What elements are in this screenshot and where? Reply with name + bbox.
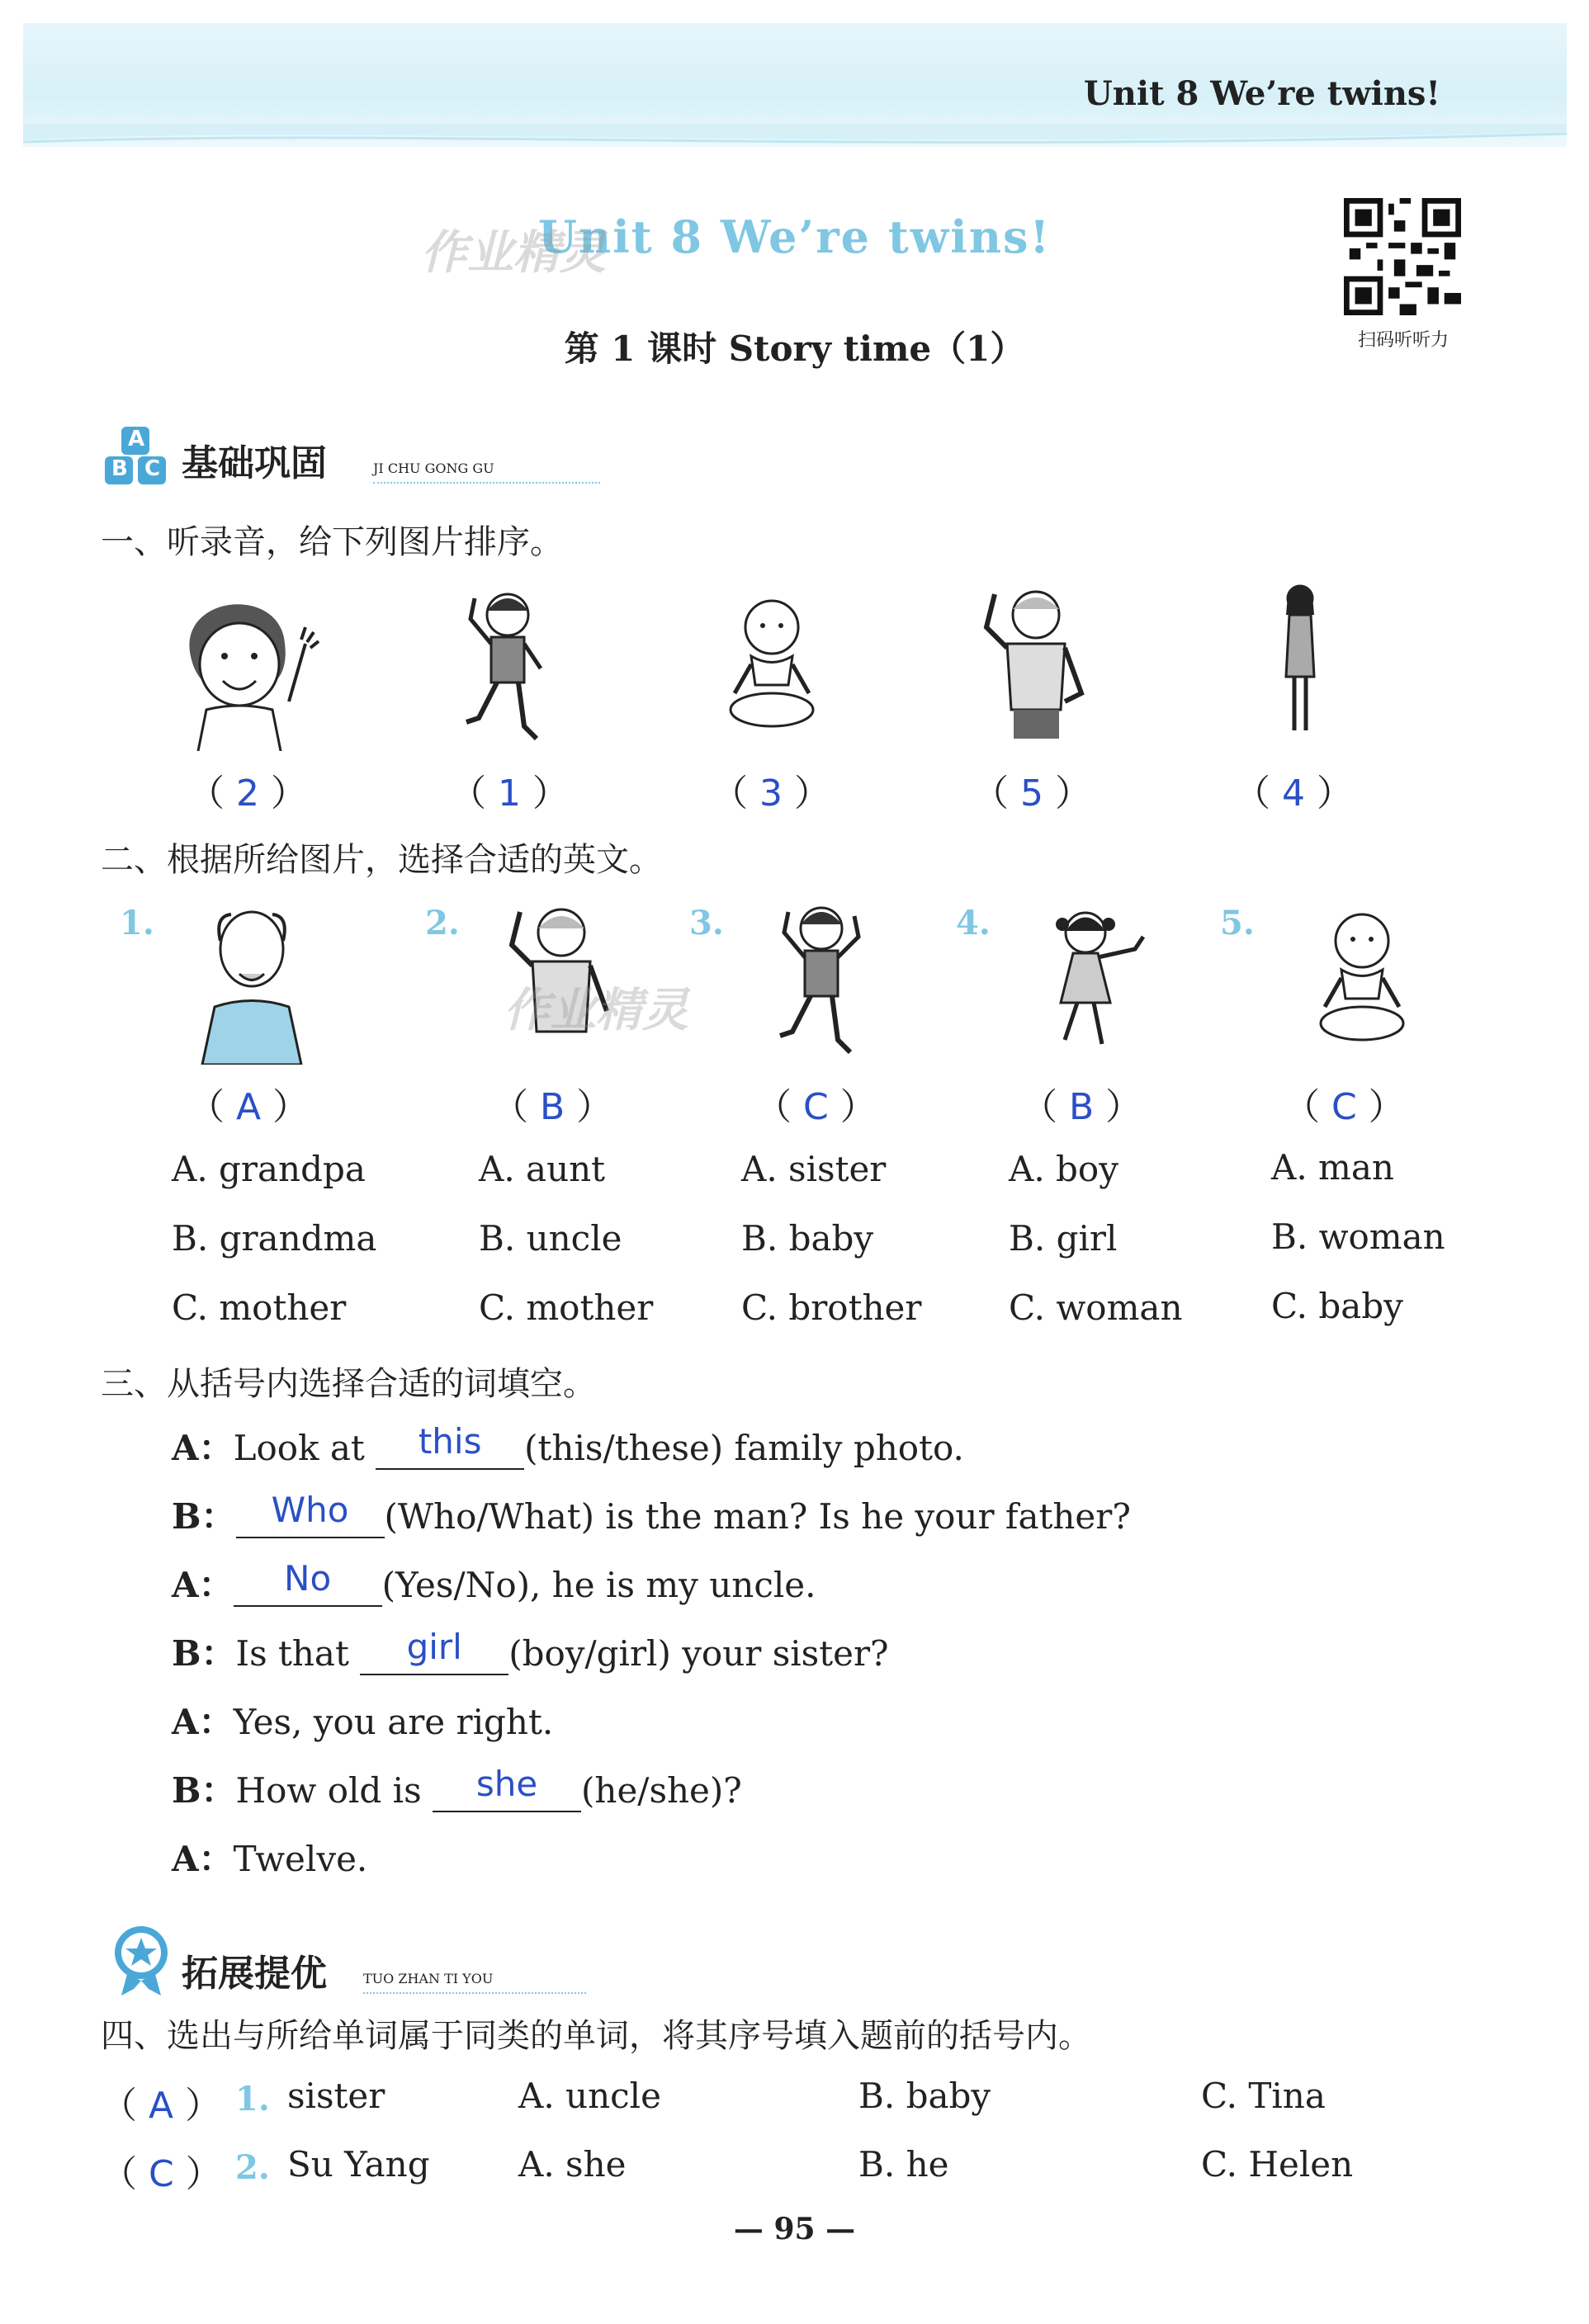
q3-answer-4: girl bbox=[406, 1627, 462, 1667]
block-letter-b: B bbox=[111, 456, 128, 481]
q2-1-option-b[interactable]: B. grandma bbox=[172, 1218, 377, 1259]
q2-answer-2: B bbox=[540, 1086, 565, 1128]
q3-blank-3[interactable] bbox=[234, 1558, 382, 1607]
girl-standing-picture bbox=[1213, 578, 1387, 751]
q1-answer-bracket-3[interactable]: （ 3 ） bbox=[712, 772, 830, 815]
q2-answer-4: B bbox=[1069, 1086, 1095, 1128]
q1-prompt: 一、听录音，给下列图片排序。 bbox=[101, 523, 563, 561]
q2-2-option-a[interactable]: A. aunt bbox=[479, 1149, 606, 1189]
q4-1-option-c[interactable]: C. Tina bbox=[1201, 2076, 1326, 2116]
q3-prompt: 三、从括号内选择合适的词填空。 bbox=[101, 1365, 596, 1403]
speaker-a: A： bbox=[172, 1702, 234, 1742]
q1-answer-1: 2 bbox=[236, 772, 259, 815]
q3-line-7-text: Twelve. bbox=[233, 1839, 368, 1879]
q2-prompt: 二、根据所给图片，选择合适的英文。 bbox=[101, 841, 662, 879]
q2-5-option-a[interactable]: A. man bbox=[1271, 1147, 1394, 1188]
speaker-a: A： bbox=[172, 1565, 234, 1605]
baby-sitting-picture bbox=[685, 578, 858, 751]
q3-line-6 bbox=[172, 1764, 742, 1813]
q1-answer-3: 3 bbox=[759, 772, 783, 815]
section-basic-underline bbox=[373, 482, 600, 484]
q4-2-option-b[interactable]: B. he bbox=[858, 2144, 949, 2185]
q2-3-option-a[interactable]: A. sister bbox=[741, 1149, 887, 1189]
speaker-b: B： bbox=[172, 1496, 236, 1537]
q4-number-2: 2. bbox=[235, 2148, 270, 2187]
q1-answer-4: 5 bbox=[1020, 772, 1043, 815]
q3-line-3-rest: (Yes/No), he is my uncle. bbox=[381, 1565, 816, 1605]
qr-code-icon[interactable] bbox=[1344, 198, 1461, 315]
q2-1-option-a[interactable]: A. grandpa bbox=[172, 1149, 366, 1189]
q4-answer-2: C bbox=[149, 2153, 174, 2195]
q1-answer-bracket-4[interactable]: （ 5 ） bbox=[972, 772, 1091, 815]
medal-star-icon bbox=[109, 1923, 173, 1997]
speaker-a: A： bbox=[172, 1839, 234, 1879]
q4-1-option-b[interactable]: B. baby bbox=[858, 2076, 991, 2116]
q4-number-1: 1. bbox=[235, 2080, 270, 2119]
qr-label: 扫码听听力 bbox=[1357, 330, 1449, 351]
q4-1-option-a[interactable]: A. uncle bbox=[518, 2076, 661, 2116]
q3-answer-2: Who bbox=[271, 1490, 349, 1530]
grandpa-picture bbox=[169, 891, 343, 1065]
q1-answer-bracket-5[interactable]: （ 4 ） bbox=[1234, 772, 1353, 815]
q2-answer-bracket-3[interactable]: （ C ） bbox=[755, 1086, 877, 1128]
q2-4-option-b[interactable]: B. girl bbox=[1009, 1218, 1118, 1259]
q2-2-option-c[interactable]: C. mother bbox=[479, 1287, 654, 1328]
q4-2-option-a[interactable]: A. she bbox=[518, 2144, 627, 2185]
block-letter-a: A bbox=[128, 427, 145, 451]
q1-answer-5: 4 bbox=[1282, 772, 1305, 815]
page-title: Unit 8 We’re twins! bbox=[537, 210, 1052, 263]
lesson-subtitle: 第 1 课时 Story time（1） bbox=[564, 328, 1025, 369]
q2-3-option-b[interactable]: B. baby bbox=[741, 1218, 874, 1259]
q3-line-4-rest: (boy/girl) your sister? bbox=[508, 1633, 889, 1674]
q2-answer-3: C bbox=[803, 1086, 829, 1128]
q1-answer-2: 1 bbox=[498, 772, 521, 815]
q2-number-3: 3. bbox=[689, 904, 724, 942]
q2-answer-1: A bbox=[236, 1086, 262, 1128]
q2-4-option-c[interactable]: C. woman bbox=[1009, 1287, 1183, 1328]
q3-line-4-text: Is that bbox=[235, 1633, 361, 1674]
watermark-top: 作业精灵 bbox=[421, 226, 606, 280]
q3-line-6-text: How old is bbox=[235, 1770, 433, 1811]
brother-picture bbox=[735, 891, 908, 1065]
q2-answer-bracket-1[interactable]: （ A ） bbox=[188, 1086, 310, 1128]
q2-number-1: 1. bbox=[120, 904, 154, 942]
q3-line-3 bbox=[172, 1558, 816, 1608]
q3-line-1-text: Look at bbox=[233, 1428, 376, 1468]
q3-line-6-rest: (he/she)? bbox=[581, 1770, 742, 1811]
header-unit-title: Unit 8 We’re twins! bbox=[1083, 74, 1440, 113]
woman-waving-picture bbox=[157, 578, 330, 751]
q3-line-5-text: Yes, you are right. bbox=[233, 1702, 554, 1742]
section-basic-title: 基础巩固 bbox=[182, 442, 327, 484]
q4-prompt: 四、选出与所给单词属于同类的单词，将其序号填入题前的括号内。 bbox=[101, 2017, 1091, 2055]
q3-blank-2[interactable] bbox=[236, 1490, 385, 1538]
page-number-value: 95 bbox=[773, 2212, 816, 2246]
q3-answer-5: she bbox=[475, 1764, 538, 1804]
q2-number-2: 2. bbox=[425, 904, 460, 942]
header-wave bbox=[23, 124, 1567, 157]
q3-blank-4[interactable] bbox=[360, 1627, 508, 1675]
q4-2-option-c[interactable]: C. Helen bbox=[1201, 2144, 1354, 2185]
q2-answer-bracket-4[interactable]: （ B ） bbox=[1021, 1086, 1142, 1128]
q3-line-1 bbox=[172, 1421, 964, 1471]
q3-blank-1[interactable] bbox=[376, 1421, 524, 1470]
q2-2-option-b[interactable]: B. uncle bbox=[479, 1218, 622, 1259]
q2-number-5: 5. bbox=[1220, 904, 1255, 942]
q2-number-4: 4. bbox=[956, 904, 991, 942]
section-extend-underline bbox=[363, 1992, 586, 1994]
q2-answer-bracket-5[interactable]: （ C ） bbox=[1284, 1086, 1405, 1128]
q3-line-2-rest: (Who/What) is the man? Is he your father? bbox=[384, 1496, 1131, 1537]
q1-answer-bracket-1[interactable]: （ 2 ） bbox=[188, 772, 307, 815]
speaker-b: B： bbox=[172, 1770, 236, 1811]
q3-line-1-rest: (this/these) family photo. bbox=[524, 1428, 964, 1468]
q2-4-option-a[interactable]: A. boy bbox=[1009, 1149, 1118, 1189]
q2-answer-bracket-2[interactable]: （ B ） bbox=[492, 1086, 613, 1128]
q2-1-option-c[interactable]: C. mother bbox=[172, 1287, 347, 1328]
q3-line-7 bbox=[172, 1832, 367, 1882]
q1-answer-bracket-2[interactable]: （ 1 ） bbox=[450, 772, 569, 815]
q2-answer-5: C bbox=[1331, 1086, 1357, 1128]
section-extend-title: 拓展提优 bbox=[182, 1953, 327, 1995]
q2-3-option-c[interactable]: C. brother bbox=[741, 1287, 922, 1328]
watermark-middle: 作业精灵 bbox=[504, 984, 688, 1037]
q3-answer-1: this bbox=[418, 1421, 482, 1462]
q4-word-2: Su Yang bbox=[287, 2144, 430, 2185]
q4-answer-1: A bbox=[149, 2085, 174, 2127]
girl-picture bbox=[1003, 891, 1176, 1065]
section-basic-pinyin: JI CHU GONG GU bbox=[373, 461, 494, 476]
speaker-a: A： bbox=[172, 1428, 234, 1468]
man-flexing-picture bbox=[949, 578, 1123, 751]
q3-blank-5[interactable] bbox=[433, 1764, 581, 1812]
q4-word-1: sister bbox=[287, 2076, 385, 2116]
page-number: — 95 — bbox=[733, 2212, 856, 2246]
q3-line-4 bbox=[172, 1627, 889, 1676]
boy-posing-picture bbox=[421, 578, 594, 751]
abc-blocks-icon bbox=[103, 425, 169, 487]
q3-line-2 bbox=[172, 1490, 1131, 1539]
block-letter-c: C bbox=[144, 456, 161, 481]
q4-answer-bracket-2[interactable]: （ C ） bbox=[101, 2153, 222, 2195]
q2-5-option-c[interactable]: C. baby bbox=[1271, 1286, 1403, 1326]
q3-answer-3: No bbox=[284, 1558, 332, 1599]
q2-5-option-b[interactable]: B. woman bbox=[1271, 1216, 1445, 1257]
q3-line-5 bbox=[172, 1695, 553, 1745]
speaker-b: B： bbox=[172, 1633, 236, 1674]
section-extend-pinyin: TUO ZHAN TI YOU bbox=[363, 1971, 494, 1986]
baby-picture bbox=[1275, 891, 1449, 1065]
q4-answer-bracket-1[interactable]: （ A ） bbox=[101, 2085, 222, 2127]
